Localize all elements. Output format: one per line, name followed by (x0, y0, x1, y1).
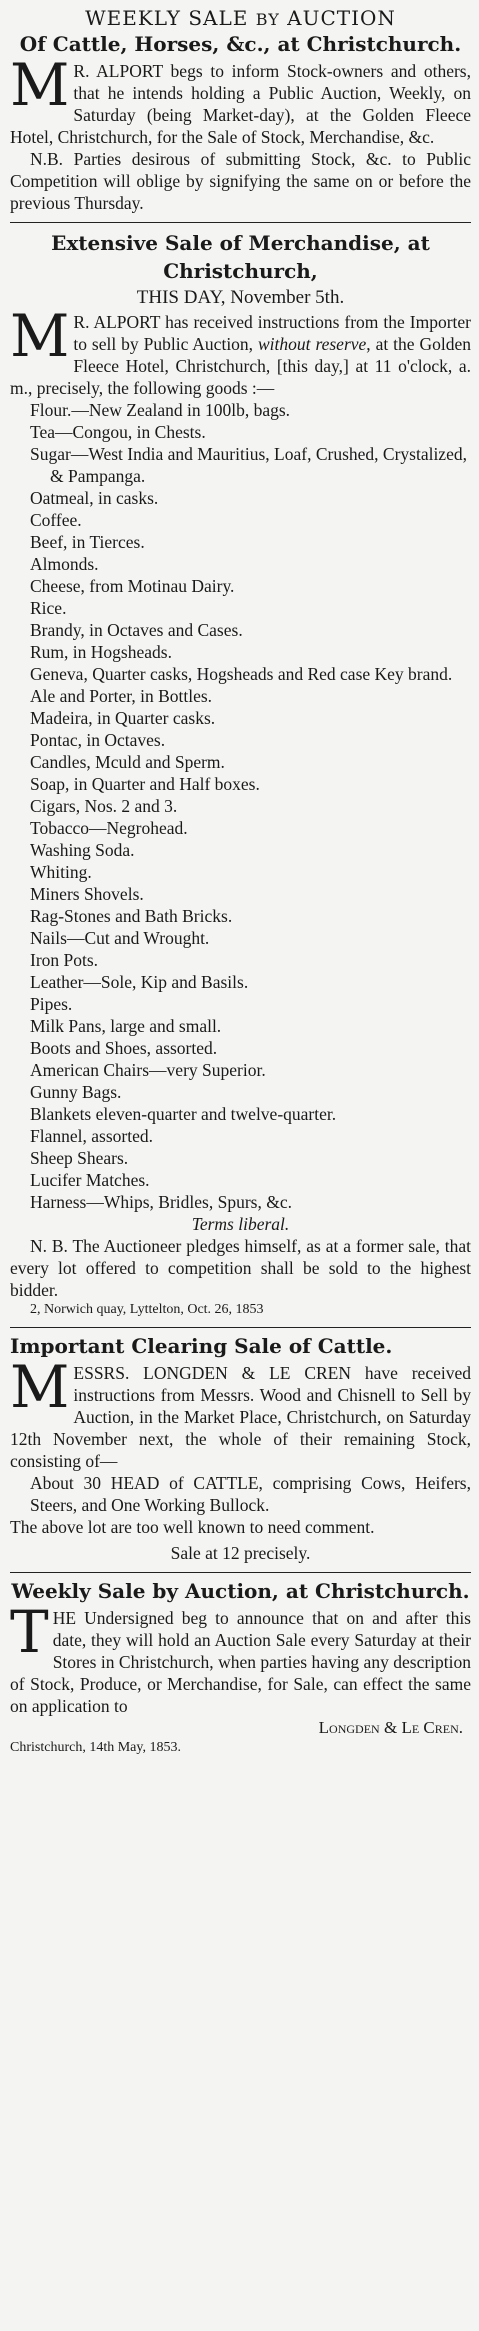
goods-item: Ale and Porter, in Bottles. (30, 686, 213, 706)
goods-item: Soap, in Quarter and Half boxes. (30, 774, 260, 794)
divider (10, 222, 471, 223)
goods-list (10, 399, 471, 1213)
ad-clearing-sale-cattle (10, 1334, 471, 1564)
ad1-note: N.B. Parties desirous of submitting Stock, &c. to Public Competition will oblige by signifying the same on or before the previous Thursday. (10, 149, 471, 213)
ad2-body-paragraph (10, 302, 472, 399)
goods-item: Sheep Shears. (30, 1148, 129, 1168)
ad1-body-paragraph (10, 51, 471, 148)
goods-item: Almonds. (30, 554, 99, 574)
goods-item: Oatmeal, in casks. (30, 488, 159, 508)
goods-item: Miners Shovels. (30, 884, 144, 904)
goods-item: Geneva, Quarter casks, Hogsheads and Red case Key brand. (30, 664, 453, 684)
ad1-title-b: BY (255, 10, 280, 29)
ad3-stock: About 30 HEAD of CATTLE, comprising Cows, Heifers, Steers, and One Working Bullock. (30, 1473, 471, 1515)
goods-item: Cheese, from Motinau Dairy. (30, 576, 235, 596)
ad3-known: The above lot are too well known to need comment. (10, 1517, 375, 1537)
goods-item: Nails—Cut and Wrought. (30, 928, 210, 948)
goods-item: Flannel, assorted. (30, 1126, 153, 1146)
ad2-title: Extensive Sale of Merchandise, at Christchurch, (51, 231, 430, 283)
ad2-dateline: THIS DAY, November 5th. (136, 287, 345, 308)
goods-item: Rag-Stones and Bath Bricks. (30, 906, 233, 926)
ad2-dropcap: M (10, 302, 70, 370)
goods-item: Brandy, in Octaves and Cases. (30, 620, 243, 640)
goods-item: Candles, Mculd and Sperm. (30, 752, 225, 772)
ad4-body-paragraph (10, 1598, 471, 1717)
ad3-body-paragraph (10, 1353, 471, 1472)
ad2-body-em: without reserve (258, 334, 367, 354)
goods-item: Harness—Whips, Bridles, Spurs, &c. (30, 1192, 292, 1212)
goods-item: Beef, in Tierces. (30, 532, 145, 552)
goods-item: American Chairs—very Superior. (30, 1060, 266, 1080)
goods-item: Whiting. (30, 862, 92, 882)
goods-item: Leather—Sole, Kip and Basils. (30, 972, 249, 992)
goods-item: Flour.—New Zealand in 100lb, bags. (30, 400, 291, 420)
divider (10, 1327, 471, 1328)
goods-item: Tobacco—Negrohead. (30, 818, 188, 838)
divider (10, 1572, 471, 1573)
ad4-signature: Longden & Le Cren. (318, 1718, 463, 1737)
goods-item: Blankets eleven-quarter and twelve-quarter. (30, 1104, 337, 1124)
ad1-dropcap: M (10, 51, 70, 119)
ad3-title: Important Clearing Sale of Cattle. (10, 1334, 393, 1358)
ad-weekly-sale-cattle (10, 6, 471, 214)
ad2-body-b: , at the Golden Fleece Hotel, Christchurch, [this day,] at 11 o'clock, a. m., precisely, the following goods :— (10, 334, 472, 398)
goods-item: Washing Soda. (30, 840, 135, 860)
goods-item: Coffee. (30, 510, 82, 530)
goods-item: Rice. (30, 598, 67, 618)
ad2-address: 2, Norwich quay, Lyttelton, Oct. 26, 1853 (30, 1302, 264, 1317)
ad-extensive-sale-merchandise (10, 229, 471, 1319)
ad4-title: Weekly Sale by Auction, at Christchurch. (11, 1579, 470, 1603)
goods-item: Pontac, in Octaves. (30, 730, 166, 750)
ad3-body: ESSRS. LONGDEN & LE CREN have received instructions from Messrs. Wood and Chisnell to Sell by Auction, in the Market Place, Christchurch, on Saturday 12th November next, the whole of their remaining Stock, consisting of— (10, 1363, 471, 1471)
ad1-title-a: WEEKLY SALE (85, 6, 249, 30)
goods-item: Pipes. (30, 994, 73, 1014)
goods-item: Cigars, Nos. 2 and 3. (30, 796, 178, 816)
goods-item: Boots and Shoes, assorted. (30, 1038, 218, 1058)
ad1-subtitle: Of Cattle, Horses, &c., at Christchurch. (19, 32, 462, 56)
goods-item: Milk Pans, large and small. (30, 1016, 222, 1036)
goods-item: Lucifer Matches. (30, 1170, 150, 1190)
ad1-body: R. ALPORT begs to inform Stock-owners and others, that he intends holding a Public Auction, Weekly, on Saturday (being Market-day), at the Golden Fleece Hotel, Christchurch, for the Sale of Stock, Merchandise, &c. (10, 61, 471, 147)
ad4-date: Christchurch, 14th May, 1853. (10, 1740, 181, 1755)
ad-weekly-sale-auction (10, 1579, 471, 1757)
goods-item: Sugar—West India and Mauritius, Loaf, Crushed, Crystalized, & Pampanga. (30, 444, 467, 486)
ad1-title (10, 6, 471, 30)
ad2-body-a: R. ALPORT has received instructions from the Importer to sell by Public Auction, (73, 312, 471, 354)
ad3-dropcap: M (10, 1353, 70, 1421)
ad4-body: HE Undersigned beg to announce that on and after this date, they will hold an Auction Sale every Saturday at their Stores in Christchurch, when parties having any description of Stock, Produce, or Merchandise, for Sale, can effect the same on application to (10, 1608, 471, 1716)
ad2-terms: Terms liberal. (191, 1214, 290, 1234)
ad4-dropcap: T (10, 1598, 49, 1666)
goods-item: Rum, in Hogsheads. (30, 642, 172, 662)
goods-item: Tea—Congou, in Chests. (30, 422, 206, 442)
goods-item: Iron Pots. (30, 950, 99, 970)
ad2-note: N. B. The Auctioneer pledges himself, as at a former sale, that every lot offered to competition shall be sold to the highest bidder. (10, 1236, 471, 1300)
ad3-sale-time: Sale at 12 precisely. (170, 1543, 311, 1563)
goods-item: Madeira, in Quarter casks. (30, 708, 216, 728)
ad1-title-c: AUCTION (287, 6, 396, 30)
goods-item: Gunny Bags. (30, 1082, 122, 1102)
